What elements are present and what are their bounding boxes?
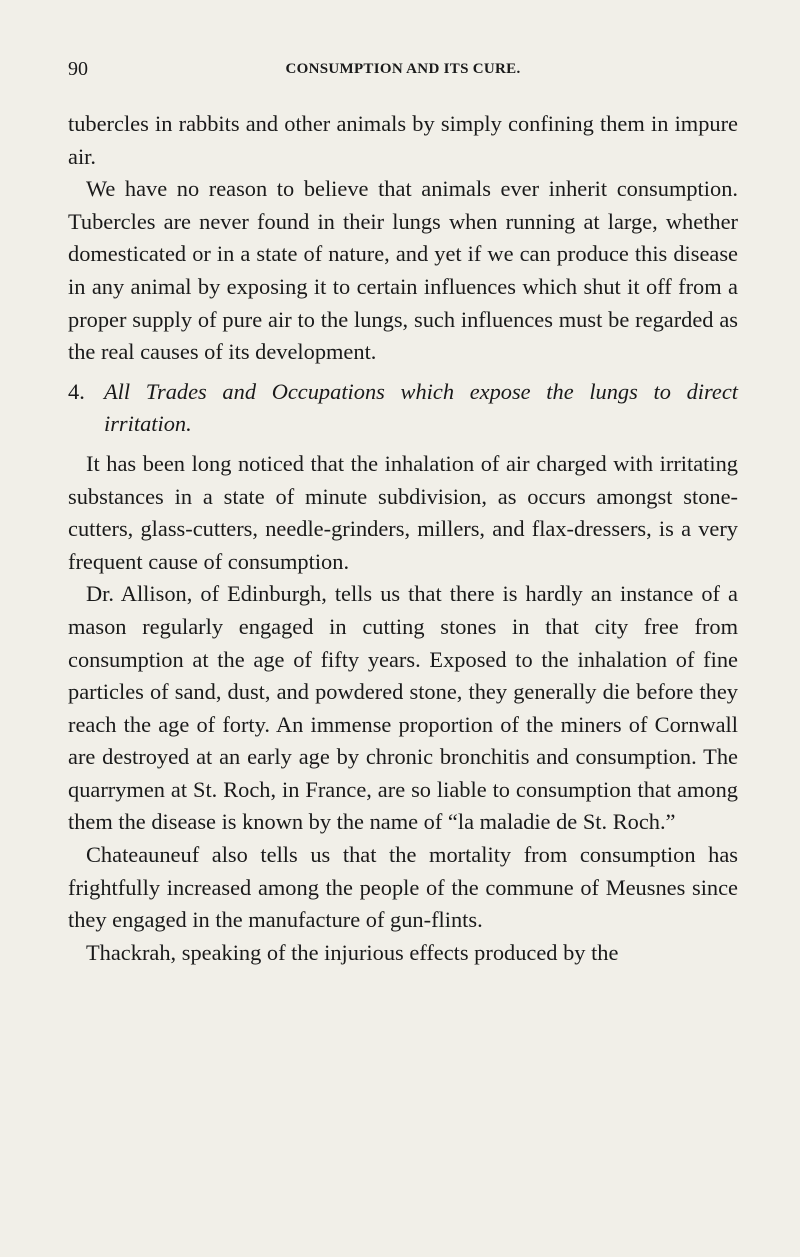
section-title: All Trades and Occupations which expose the lungs to direct irritation. bbox=[104, 378, 738, 437]
paragraph-continuation: tubercles in rabbits and other animals by simply confining them in impure air. bbox=[68, 111, 738, 169]
running-head: CONSUMPTION AND ITS CURE. bbox=[285, 61, 521, 77]
body-text bbox=[68, 108, 738, 969]
page-header bbox=[68, 58, 738, 84]
page-number: 90 bbox=[68, 58, 88, 80]
paragraph-inhalation: It has been long noticed that the inhalation of air charged with irritating substances in a state of minute subdivision, as occurs amongst stone-cutters, glass-cutters, needle-grinders, millers, and flax-dressers, is a very frequent cause of consumption. bbox=[68, 450, 738, 574]
paragraph-inherit: We have no reason to believe that animals ever inherit consumption. Tubercles are never found in their lungs when running at large, whether domesticated or in a state of nature, and yet if we can produce this disease in any animal by exposing it to certain influences which shut it off from a proper supply of pure air to the lungs, such influences must be regarded as the real causes of its development. bbox=[68, 176, 738, 365]
section-number: 4. bbox=[68, 378, 85, 404]
paragraph-thackrah: Thackrah, speaking of the injurious effects produced by the bbox=[86, 939, 619, 965]
section-heading bbox=[68, 376, 738, 441]
paragraph-chateauneuf: Chateauneuf also tells us that the mortality from consumption has frightfully increased among the people of the commune of Meusnes since they engaged in the manufacture of gun-flints. bbox=[68, 842, 738, 933]
paragraph-allison: Dr. Allison, of Edinburgh, tells us that there is hardly an instance of a mason regularly engaged in cutting stones in that city free from consumption at the age of fifty years. Exposed to the inhalation of fine particles of sand, dust, and powdered stone, they generally die before they reach the age of forty. An immense proportion of the miners of Cornwall are destroyed at an early age by chronic bronchitis and consumption. The quarrymen at St. Roch, in France, are so liable to consumption that among them the disease is known by the name of “la maladie de St. Roch.” bbox=[68, 581, 738, 835]
